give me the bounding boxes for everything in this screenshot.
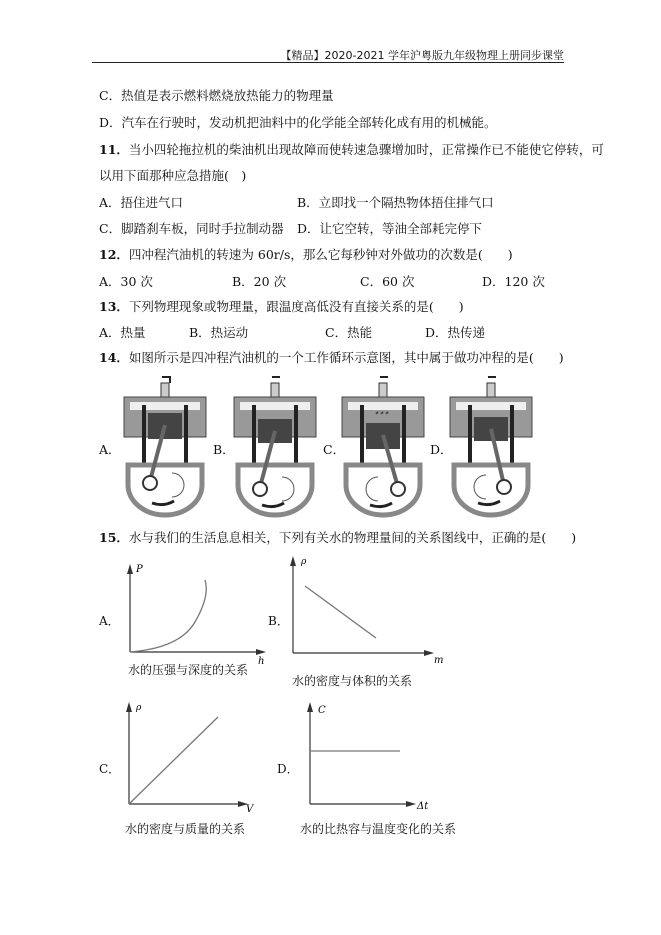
q12-option-d: D．120 次 — [482, 274, 545, 289]
q13-option-b: B．热运动 — [189, 325, 249, 340]
q14-label-b: B． — [213, 442, 235, 457]
q11-stem-line2: 以用下面那种应急措施( ) — [99, 168, 247, 183]
q15-graph-b — [286, 553, 446, 666]
q13-stem-text: 下列物理现象或物理量，跟温度高低没有直接关系的是( ) — [128, 299, 464, 314]
x-axis-arrow-icon — [424, 650, 434, 656]
y-axis-label: P — [136, 564, 143, 575]
q15-number: 15． — [99, 530, 129, 545]
y-axis-label: ρ — [301, 557, 307, 567]
x-axis-label: m — [434, 655, 444, 666]
q12-stem-text: 四冲程汽油机的转速为 60r/s，那么它每秒钟对外做功的次数是( ) — [128, 247, 513, 262]
q14-number: 14． — [99, 350, 129, 365]
q15-graph-c — [120, 697, 265, 815]
page-header: 【精品】2020-2021 学年沪粤版九年级物理上册同步课堂 — [280, 49, 564, 62]
q15-graph-d-label: D． — [277, 762, 299, 776]
q11-stem-text: 当小四轮拖拉机的柴油机出现故障而使转速急骤增加时，正常操作已不能使它停转，可 — [128, 142, 604, 157]
q15-graph-a — [120, 560, 270, 667]
q15-graph-b-label: B． — [268, 614, 289, 628]
header-divider — [92, 62, 564, 63]
q11-option-c: C．脚踏刹车板，同时手拉制动器 — [99, 221, 284, 236]
q11-option-d: D．让它空转，等油全部耗完停下 — [297, 221, 483, 236]
q10-option-d: D．汽车在行驶时，发动机把油料中的化学能全部转化成有用的机械能。 — [99, 115, 497, 130]
q14-stem-text: 如图所示是四冲程汽油机的一个工作循环示意图，其中属于做功冲程的是( ) — [128, 350, 564, 365]
q13-number: 13． — [99, 299, 129, 314]
q10-option-c: C．热值是表示燃料燃烧放热能力的物理量 — [99, 88, 334, 103]
x-axis-arrow-icon — [256, 649, 266, 655]
q13-option-c: C．热能 — [325, 325, 373, 340]
q12-option-a: A．30 次 — [99, 274, 153, 289]
q11-option-b: B．立即找一个隔热物体捂住排气口 — [297, 195, 494, 210]
q12-stem — [99, 245, 513, 263]
engine-drawing — [342, 377, 424, 515]
q14-label-c: C． — [323, 442, 346, 457]
q15-graph-c-label: C． — [99, 762, 121, 776]
y-axis-arrow-icon — [126, 702, 132, 712]
q15-stem-text: 水与我们的生活息息相关，下列有关水的物理量间的关系图线中，正确的是( ) — [128, 530, 577, 545]
q13-option-a: A．热量 — [99, 325, 146, 340]
graph-a-curve — [130, 580, 206, 652]
svg-text:✶✶✶: ✶✶✶ — [374, 410, 390, 417]
q15-graph-c-caption: 水的密度与质量的关系 — [125, 822, 246, 836]
q14-label-a: A． — [99, 442, 121, 457]
q15-graph-d — [300, 697, 445, 812]
q15-graph-a-caption: 水的压强与深度的关系 — [128, 663, 249, 677]
q13-option-d: D．热传递 — [425, 325, 486, 340]
engine-diagram-a — [120, 375, 210, 515]
q11-number: 11． — [99, 142, 129, 157]
y-axis-arrow-icon — [307, 702, 313, 712]
engine-diagram-b — [230, 375, 320, 515]
x-axis-label: Δt — [417, 801, 429, 812]
q15-graph-b-caption: 水的密度与体积的关系 — [292, 674, 413, 688]
y-axis-label: ρ — [136, 703, 142, 713]
x-axis-arrow-icon — [406, 801, 416, 807]
q13-stem — [99, 297, 464, 315]
engine-diagram-c — [338, 375, 428, 515]
q14-label-d: D． — [430, 442, 453, 457]
q12-number: 12． — [99, 247, 129, 262]
engine-drawing — [124, 377, 206, 515]
q14-stem — [99, 348, 564, 366]
q12-option-b: B．20 次 — [232, 274, 287, 289]
engine-drawing — [450, 377, 532, 515]
q15-graph-d-caption: 水的比热容与温度变化的关系 — [300, 822, 457, 836]
q15-stem — [99, 528, 576, 546]
y-axis-arrow-icon — [127, 564, 133, 574]
engine-diagram-d — [446, 375, 536, 515]
x-axis-label: V — [246, 804, 254, 815]
q12-option-c: C．60 次 — [360, 274, 415, 289]
q15-graph-a-label: A． — [99, 614, 120, 628]
graph-b-line — [305, 586, 376, 638]
graph-c-line — [129, 717, 218, 804]
x-axis-label: h — [258, 656, 265, 667]
q11-option-a: A．捂住进气口 — [99, 195, 184, 210]
y-axis-label: C — [318, 705, 326, 716]
engine-drawing — [234, 377, 316, 515]
q11-stem-line1 — [99, 140, 604, 158]
y-axis-arrow-icon — [290, 556, 296, 566]
